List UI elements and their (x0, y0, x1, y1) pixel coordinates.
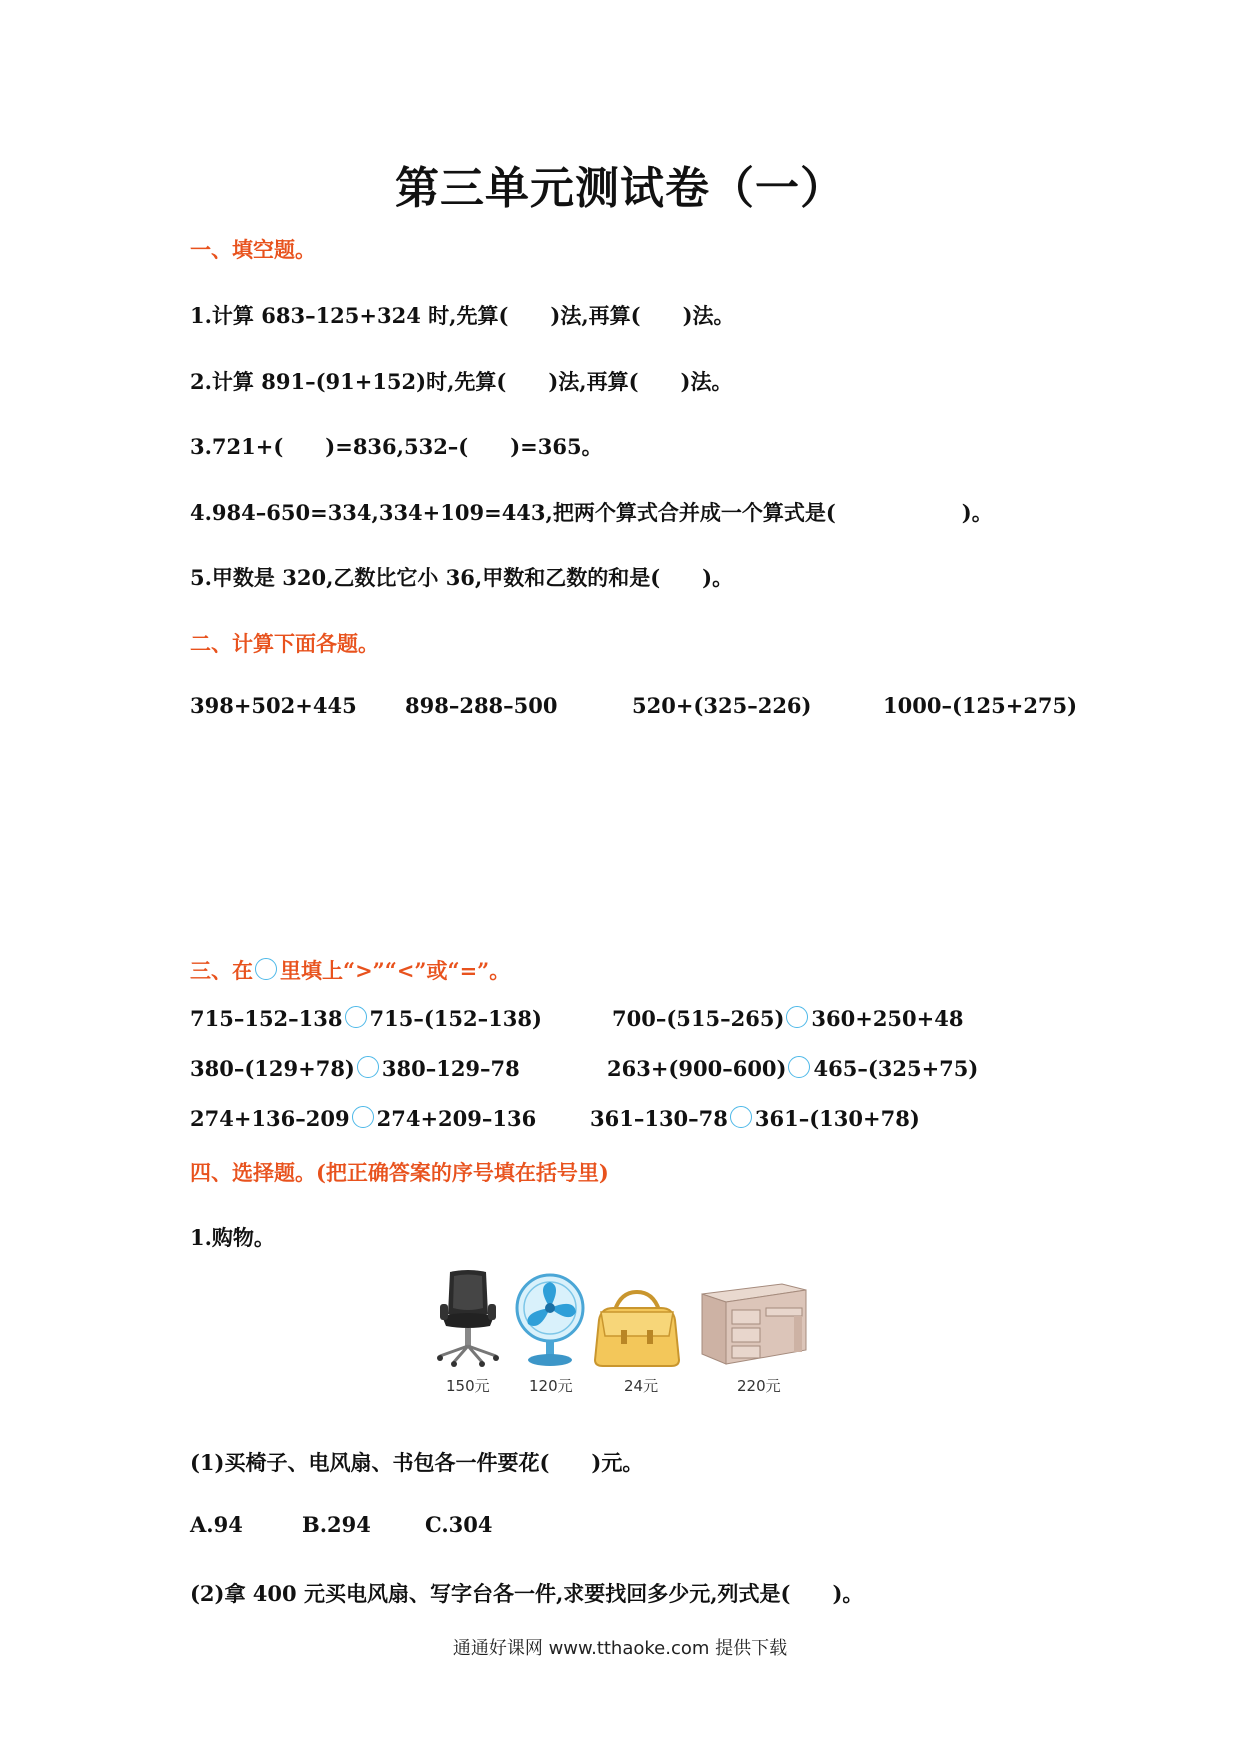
section-3-heading (190, 955, 510, 985)
compare-expr: 274+209–136 (376, 1106, 537, 1131)
page-title: 第三单元测试卷（一） (395, 163, 845, 214)
question-1-1: 1.计算 683–125+324 时,先算( )法,再算( )法。 (190, 303, 735, 328)
compare-expr: 380–(129+78) (190, 1056, 355, 1081)
question-1-5: 5.甲数是 320,乙数比它小 36,甲数和乙数的和是( )。 (190, 565, 734, 590)
price-label-desk: 220元 (737, 1377, 781, 1395)
compare-row-3-right (590, 1106, 920, 1132)
fan-icon (514, 1272, 586, 1368)
schoolbag-icon (591, 1290, 683, 1368)
option-a: A.94 (190, 1512, 243, 1537)
compare-circle-input[interactable] (730, 1106, 752, 1128)
compare-row-1-right (612, 1006, 963, 1032)
section-3-heading-start: 三、在 (190, 958, 253, 983)
section-1-heading: 一、填空题。 (190, 237, 316, 262)
circle-icon (255, 958, 277, 980)
compare-expr: 700–(515–265) (612, 1006, 785, 1031)
calc-item-2: 898–288–500 (405, 693, 558, 718)
option-b: B.294 (302, 1512, 371, 1537)
desk-icon (698, 1280, 808, 1368)
question-1-4: 4.984–650=334,334+109=443,把两个算式合并成一个算式是( )。 (190, 500, 993, 525)
compare-expr: 380–129–78 (381, 1056, 520, 1081)
compare-expr: 263+(900–600) (607, 1056, 787, 1081)
section-2-heading: 二、计算下面各题。 (190, 631, 379, 656)
price-label-fan: 120元 (529, 1377, 573, 1395)
compare-circle-input[interactable] (788, 1056, 810, 1078)
section-3-heading-end: 里填上“>”“<”或“=”。 (280, 958, 511, 983)
compare-row-3-left (190, 1106, 536, 1132)
compare-expr: 361–130–78 (590, 1106, 728, 1131)
compare-expr: 715–(152–138) (369, 1006, 542, 1031)
compare-row-1-left (190, 1006, 542, 1032)
compare-circle-input[interactable] (357, 1056, 379, 1078)
compare-expr: 715–152–138 (190, 1006, 343, 1031)
calc-item-4: 1000–(125+275) (883, 693, 1078, 718)
price-label-chair: 150元 (446, 1377, 490, 1395)
compare-circle-input[interactable] (786, 1006, 808, 1028)
question-4-1-title: 1.购物。 (190, 1225, 275, 1250)
compare-row-2-right (607, 1056, 978, 1082)
footer-source: 通通好课网 www.tthaoke.com 提供下载 (452, 1638, 788, 1659)
compare-expr: 274+136–209 (190, 1106, 350, 1131)
calc-item-3: 520+(325–226) (632, 693, 812, 718)
question-4-1-part-2: (2)拿 400 元买电风扇、写字台各一件,求要找回多少元,列式是( )。 (190, 1581, 864, 1606)
question-1-2: 2.计算 891–(91+152)时,先算( )法,再算( )法。 (190, 369, 733, 394)
compare-expr: 361–(130+78) (754, 1106, 920, 1131)
question-1-3: 3.721+( )=836,532–( )=365。 (190, 434, 603, 459)
price-label-schoolbag: 24元 (624, 1377, 659, 1395)
compare-circle-input[interactable] (352, 1106, 374, 1128)
question-4-1-part-1: (1)买椅子、电风扇、书包各一件要花( )元。 (190, 1450, 644, 1475)
compare-row-2-left (190, 1056, 520, 1082)
compare-expr: 465–(325+75) (813, 1056, 979, 1081)
compare-circle-input[interactable] (345, 1006, 367, 1028)
compare-expr: 360+250+48 (811, 1006, 964, 1031)
section-4-heading: 四、选择题。(把正确答案的序号填在括号里) (190, 1160, 609, 1185)
calc-item-1: 398+502+445 (190, 693, 357, 718)
chair-icon (428, 1268, 508, 1368)
option-c: C.304 (425, 1512, 493, 1537)
